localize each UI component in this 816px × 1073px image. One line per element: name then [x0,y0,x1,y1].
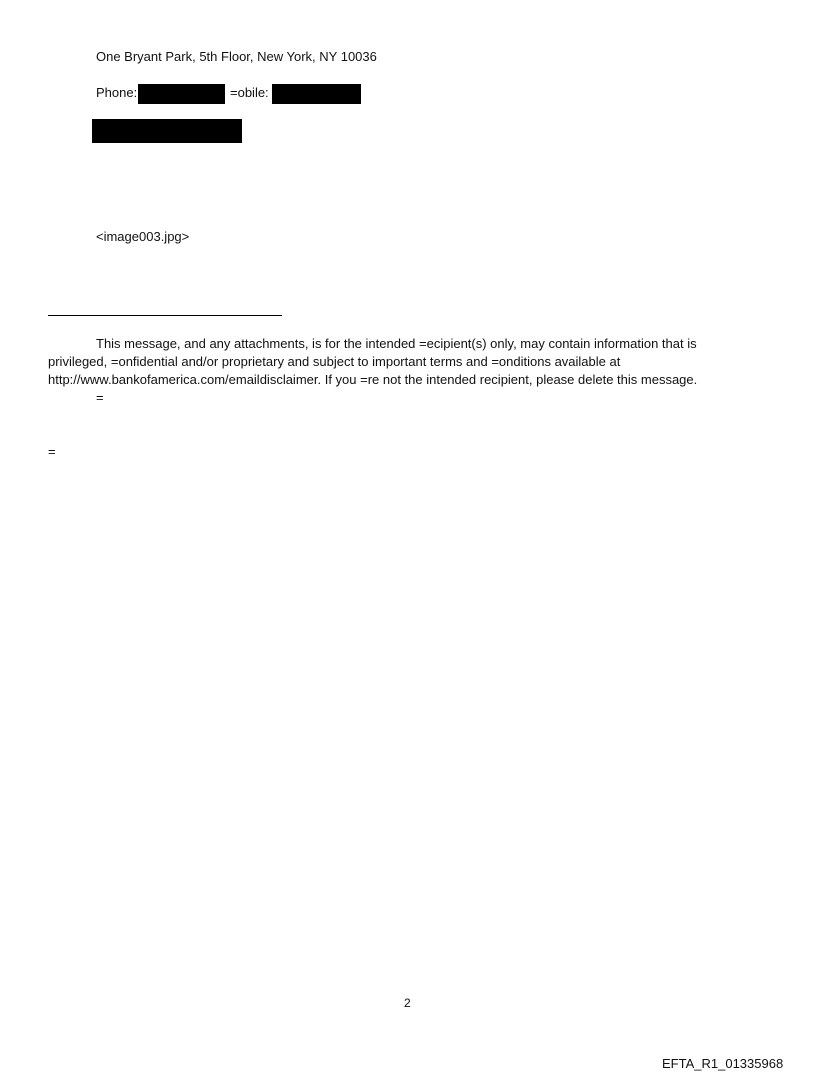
page-number: 2 [404,996,411,1010]
disclaimer-line-1: This message, and any attachments, is for the intended =ecipient(s) only, may contain information that is [96,336,697,351]
redaction-mobile [272,84,361,104]
attachment-placeholder: <image003.jpg> [96,229,190,244]
disclaimer-trailing-eq: = [96,390,104,405]
phone-label: Phone: [96,85,138,100]
disclaimer-line-2: privileged, =onfidential and/or proprietary and subject to important terms and =onditions available at [48,354,621,369]
disclaimer-line-3: http://www.bankofamerica.com/emaildisclaimer. If you =re not the intended recipient, please delete this message. [48,372,698,387]
redaction-phone [138,84,225,104]
document-id: EFTA_R1_01335968 [662,1056,784,1071]
disclaimer-paragraph [48,335,748,407]
redaction-email [92,119,242,143]
separator-rule [48,315,282,316]
stray-eq: = [48,444,56,459]
address-line: One Bryant Park, 5th Floor, New York, NY 10036 [96,49,377,64]
mobile-label: =obile: [230,85,269,100]
